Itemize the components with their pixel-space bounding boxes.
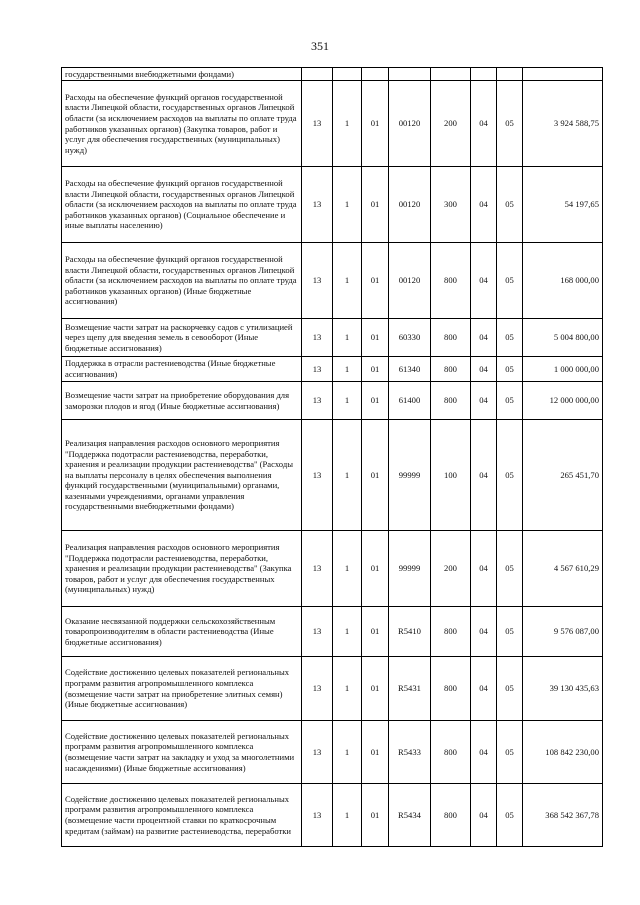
column-7-cell: 05 (497, 420, 523, 531)
code-cell (302, 68, 333, 81)
target-article-cell: R5434 (389, 784, 431, 847)
target-article-cell: 99999 (389, 420, 431, 531)
description-cell: Расходы на обеспечение функций органов государственной власти Липецкой области, государственных органов Липецкой области (за исключением расходов на выплаты по оплате труда работников указанных органов) (Закупка товаров, работ и услуг для обеспечения государственных (муниципальных) нужд) (62, 81, 302, 167)
code-cell: 13 (302, 382, 333, 420)
code-cell: 13 (302, 319, 333, 357)
code-cell: 13 (302, 81, 333, 167)
table-row (62, 420, 603, 531)
expense-type-cell: 800 (431, 657, 471, 721)
code-cell: 13 (302, 657, 333, 721)
column-7-cell: 05 (497, 319, 523, 357)
amount-cell: 4 567 610,29 (523, 531, 603, 607)
expense-type-cell: 200 (431, 81, 471, 167)
code-cell: 13 (302, 721, 333, 784)
target-article-cell: 61400 (389, 382, 431, 420)
amount-cell: 368 542 367,78 (523, 784, 603, 847)
target-article-cell: 60330 (389, 319, 431, 357)
description-cell: Возмещение части затрат на приобретение оборудования для заморозки плодов и ягод (Иные бюджетные ассигнования) (62, 382, 302, 420)
expense-type-cell (431, 68, 471, 81)
column-7-cell (497, 68, 523, 81)
target-article-cell: R5433 (389, 721, 431, 784)
code-cell: 13 (302, 420, 333, 531)
subsection-cell: 01 (362, 167, 389, 243)
code-cell: 13 (302, 167, 333, 243)
table-row (62, 357, 603, 382)
column-6-cell: 04 (471, 607, 497, 657)
description-cell: государственными внебюджетными фондами) (62, 68, 302, 81)
column-6-cell: 04 (471, 357, 497, 382)
column-7-cell: 05 (497, 607, 523, 657)
target-article-cell: 00120 (389, 243, 431, 319)
subsection-cell: 01 (362, 607, 389, 657)
section-cell (333, 68, 362, 81)
section-cell: 1 (333, 721, 362, 784)
code-cell: 13 (302, 531, 333, 607)
amount-cell: 168 000,00 (523, 243, 603, 319)
description-cell: Возмещение части затрат на раскорчевку садов с утилизацией через щепу для введения земель в севооборот (Иные бюджетные ассигнования) (62, 319, 302, 357)
amount-cell: 265 451,70 (523, 420, 603, 531)
column-7-cell: 05 (497, 81, 523, 167)
subsection-cell: 01 (362, 721, 389, 784)
expense-type-cell: 300 (431, 167, 471, 243)
description-cell: Содействие достижению целевых показателей региональных программ развития агропромышленного комплекса (возмещение части процентной ставки по краткосрочным кредитам (займам) на развитие растениеводства, переработки (62, 784, 302, 847)
column-7-cell: 05 (497, 721, 523, 784)
column-6-cell: 04 (471, 420, 497, 531)
column-7-cell: 05 (497, 784, 523, 847)
expense-type-cell: 800 (431, 721, 471, 784)
expense-type-cell: 100 (431, 420, 471, 531)
table-row (62, 657, 603, 721)
column-6-cell (471, 68, 497, 81)
amount-cell (523, 68, 603, 81)
column-6-cell: 04 (471, 243, 497, 319)
amount-cell: 5 004 800,00 (523, 319, 603, 357)
table-row (62, 382, 603, 420)
section-cell: 1 (333, 382, 362, 420)
description-cell: Реализация направления расходов основного мероприятия "Поддержка подотрасли растениеводства, переработки, хранения и реализации продукции растениеводства" (Расходы на выплаты персоналу в целях обеспечения выполнения функций государственными (муниципальными) органами, казенными учреждениями, органами управления государственными внебюджетными фондами) (62, 420, 302, 531)
section-cell: 1 (333, 531, 362, 607)
expense-type-cell: 800 (431, 357, 471, 382)
section-cell: 1 (333, 784, 362, 847)
code-cell: 13 (302, 784, 333, 847)
column-6-cell: 04 (471, 81, 497, 167)
description-cell: Расходы на обеспечение функций органов государственной власти Липецкой области, государственных органов Липецкой области (за исключением расходов на выплаты по оплате труда работников указанных органов) (Иные бюджетные ассигнования) (62, 243, 302, 319)
table-row (62, 167, 603, 243)
subsection-cell: 01 (362, 357, 389, 382)
page-number: 351 (311, 39, 329, 53)
target-article-cell: 00120 (389, 167, 431, 243)
table-row (62, 81, 603, 167)
section-cell: 1 (333, 657, 362, 721)
section-cell: 1 (333, 357, 362, 382)
subsection-cell: 01 (362, 531, 389, 607)
column-7-cell: 05 (497, 382, 523, 420)
table-row (62, 531, 603, 607)
table-body (62, 68, 603, 847)
column-6-cell: 04 (471, 657, 497, 721)
description-cell: Содействие достижению целевых показателей региональных программ развития агропромышленного комплекса (возмещение части затрат на приобретение элитных семян) (Иные бюджетные ассигнования) (62, 657, 302, 721)
column-6-cell: 04 (471, 167, 497, 243)
code-cell: 13 (302, 357, 333, 382)
table-row (62, 319, 603, 357)
column-7-cell: 05 (497, 531, 523, 607)
column-6-cell: 04 (471, 784, 497, 847)
table-row (62, 721, 603, 784)
expense-type-cell: 800 (431, 607, 471, 657)
column-7-cell: 05 (497, 357, 523, 382)
amount-cell: 9 576 087,00 (523, 607, 603, 657)
subsection-cell: 01 (362, 81, 389, 167)
expense-type-cell: 800 (431, 243, 471, 319)
subsection-cell: 01 (362, 382, 389, 420)
description-cell: Содействие достижению целевых показателей региональных программ развития агропромышленного комплекса (возмещение части затрат на закладку и уход за многолетними насаждениями) (Иные бюджетные ассигнования) (62, 721, 302, 784)
amount-cell: 1 000 000,00 (523, 357, 603, 382)
section-cell: 1 (333, 81, 362, 167)
amount-cell: 108 842 230,00 (523, 721, 603, 784)
expense-type-cell: 800 (431, 382, 471, 420)
column-6-cell: 04 (471, 531, 497, 607)
table-row (62, 607, 603, 657)
subsection-cell: 01 (362, 243, 389, 319)
subsection-cell: 01 (362, 420, 389, 531)
column-7-cell: 05 (497, 167, 523, 243)
column-7-cell: 05 (497, 657, 523, 721)
amount-cell: 39 130 435,63 (523, 657, 603, 721)
description-cell: Поддержка в отрасли растениеводства (Иные бюджетные ассигнования) (62, 357, 302, 382)
table-row (62, 784, 603, 847)
column-7-cell: 05 (497, 243, 523, 319)
target-article-cell: R5431 (389, 657, 431, 721)
column-6-cell: 04 (471, 319, 497, 357)
subsection-cell (362, 68, 389, 81)
subsection-cell: 01 (362, 319, 389, 357)
target-article-cell: 61340 (389, 357, 431, 382)
amount-cell: 12 000 000,00 (523, 382, 603, 420)
target-article-cell: 99999 (389, 531, 431, 607)
target-article-cell: 00120 (389, 81, 431, 167)
description-cell: Расходы на обеспечение функций органов государственной власти Липецкой области, государственных органов Липецкой области (за исключением расходов на выплаты по оплате труда работников указанных органов) (Социальное обеспечение и иные выплаты населению) (62, 167, 302, 243)
table-row (62, 68, 603, 81)
amount-cell: 54 197,65 (523, 167, 603, 243)
section-cell: 1 (333, 243, 362, 319)
budget-table (61, 67, 603, 847)
table-row (62, 243, 603, 319)
description-cell: Реализация направления расходов основного мероприятия "Поддержка подотрасли растениеводства, переработки, хранения и реализации продукции растениеводства" (Закупка товаров, работ и услуг для обеспечения государственных (муниципальных) нужд) (62, 531, 302, 607)
section-cell: 1 (333, 607, 362, 657)
column-6-cell: 04 (471, 382, 497, 420)
code-cell: 13 (302, 243, 333, 319)
subsection-cell: 01 (362, 784, 389, 847)
amount-cell: 3 924 588,75 (523, 81, 603, 167)
section-cell: 1 (333, 319, 362, 357)
section-cell: 1 (333, 167, 362, 243)
description-cell: Оказание несвязанной поддержки сельскохозяйственным товаропроизводителям в области растениеводства (Иные бюджетные ассигнования) (62, 607, 302, 657)
code-cell: 13 (302, 607, 333, 657)
target-article-cell: R5410 (389, 607, 431, 657)
target-article-cell (389, 68, 431, 81)
subsection-cell: 01 (362, 657, 389, 721)
column-6-cell: 04 (471, 721, 497, 784)
expense-type-cell: 800 (431, 784, 471, 847)
section-cell: 1 (333, 420, 362, 531)
expense-type-cell: 200 (431, 531, 471, 607)
expense-type-cell: 800 (431, 319, 471, 357)
